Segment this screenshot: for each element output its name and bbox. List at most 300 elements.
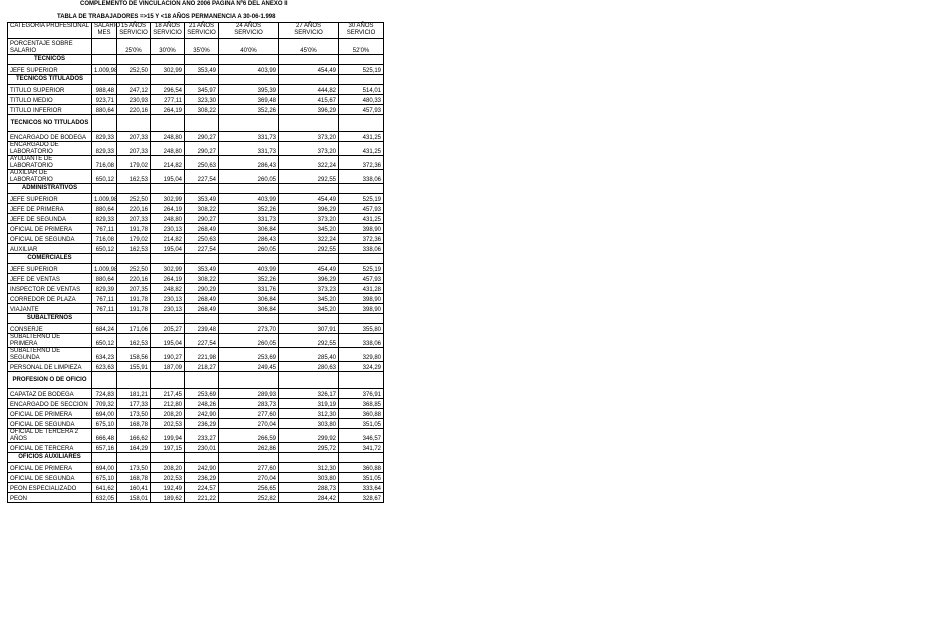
amount-cell: 331,76 bbox=[219, 284, 279, 294]
amount-cell: 396,29 bbox=[279, 105, 339, 115]
amount-cell: 675,10 bbox=[92, 473, 117, 483]
amount-cell: 248,80 bbox=[151, 214, 185, 224]
category-cell: SUBALTERNO DE PRIMERA bbox=[8, 334, 92, 348]
amount-cell: 227,54 bbox=[185, 334, 219, 348]
table-row bbox=[8, 389, 384, 399]
table-row bbox=[8, 473, 384, 483]
empty-cell bbox=[151, 75, 185, 85]
amount-cell: 457,93 bbox=[339, 105, 384, 115]
amount-cell: 283,73 bbox=[219, 399, 279, 409]
table-row bbox=[8, 284, 384, 294]
amount-cell: 166,62 bbox=[117, 429, 151, 443]
category-cell: TITULO INFERIOR bbox=[8, 105, 92, 115]
amount-cell: 162,53 bbox=[117, 334, 151, 348]
category-cell: AYUDANTE DE LABORATORIO bbox=[8, 156, 92, 170]
amount-cell: 303,80 bbox=[279, 419, 339, 429]
amount-cell: 160,41 bbox=[117, 483, 151, 493]
amount-cell: 252,50 bbox=[117, 65, 151, 75]
empty-cell bbox=[219, 55, 279, 65]
amount-cell: 360,88 bbox=[339, 409, 384, 419]
amount-cell: 328,67 bbox=[339, 493, 384, 503]
empty-cell bbox=[219, 453, 279, 463]
table-row bbox=[8, 334, 384, 348]
amount-cell: 716,08 bbox=[92, 156, 117, 170]
empty-cell bbox=[151, 372, 185, 389]
amount-cell: 227,54 bbox=[185, 170, 219, 184]
amount-cell: 1.009,98 bbox=[92, 194, 117, 204]
amount-cell: 220,16 bbox=[117, 274, 151, 284]
percent-cell: 45'0% bbox=[279, 39, 339, 55]
section-row bbox=[8, 75, 384, 85]
amount-cell: 634,23 bbox=[92, 348, 117, 362]
amount-cell: 248,82 bbox=[151, 284, 185, 294]
empty-cell bbox=[151, 184, 185, 194]
amount-cell: 252,50 bbox=[117, 264, 151, 274]
amount-cell: 709,32 bbox=[92, 399, 117, 409]
amount-cell: 398,90 bbox=[339, 294, 384, 304]
amount-cell: 396,29 bbox=[279, 274, 339, 284]
amount-cell: 302,99 bbox=[151, 194, 185, 204]
amount-cell: 306,84 bbox=[219, 294, 279, 304]
table-row bbox=[8, 85, 384, 95]
amount-cell: 290,27 bbox=[185, 132, 219, 142]
table-row bbox=[8, 274, 384, 284]
amount-cell: 268,49 bbox=[185, 304, 219, 314]
empty-cell bbox=[279, 453, 339, 463]
empty-cell bbox=[151, 453, 185, 463]
section-title: COMERCIALES bbox=[8, 254, 92, 264]
amount-cell: 372,36 bbox=[339, 234, 384, 244]
amount-cell: 290,29 bbox=[185, 284, 219, 294]
amount-cell: 173,50 bbox=[117, 409, 151, 419]
header-cell: 27 AÑOS SERVICIO bbox=[279, 23, 339, 39]
table-row bbox=[8, 294, 384, 304]
category-cell: OFICIAL DE PRIMERA bbox=[8, 224, 92, 234]
amount-cell: 247,12 bbox=[117, 85, 151, 95]
section-row bbox=[8, 372, 384, 389]
table-row bbox=[8, 234, 384, 244]
amount-cell: 202,53 bbox=[151, 473, 185, 483]
table-row bbox=[8, 324, 384, 334]
empty-cell bbox=[185, 55, 219, 65]
empty-cell bbox=[185, 115, 219, 132]
amount-cell: 289,93 bbox=[219, 389, 279, 399]
amount-cell: 312,30 bbox=[279, 463, 339, 473]
amount-cell: 207,33 bbox=[117, 132, 151, 142]
empty-cell bbox=[219, 314, 279, 324]
percent-cell: 35'0% bbox=[185, 39, 219, 55]
amount-cell: 346,57 bbox=[339, 429, 384, 443]
empty-cell bbox=[339, 75, 384, 85]
section-title: PROFESION O DE OFICIO bbox=[8, 372, 92, 389]
table-body bbox=[8, 55, 384, 503]
empty-cell bbox=[92, 314, 117, 324]
amount-cell: 302,99 bbox=[151, 264, 185, 274]
table-row bbox=[8, 142, 384, 156]
amount-cell: 368,85 bbox=[339, 399, 384, 409]
empty-cell bbox=[279, 372, 339, 389]
amount-cell: 829,33 bbox=[92, 214, 117, 224]
amount-cell: 286,43 bbox=[219, 156, 279, 170]
table-row bbox=[8, 304, 384, 314]
amount-cell: 286,43 bbox=[219, 234, 279, 244]
section-title: OFICIOS AUXILIARES bbox=[8, 453, 92, 463]
amount-cell: 345,20 bbox=[279, 294, 339, 304]
category-cell: ENCARGADO DE SECCION bbox=[8, 399, 92, 409]
amount-cell: 457,93 bbox=[339, 274, 384, 284]
table-row bbox=[8, 170, 384, 184]
amount-cell: 829,39 bbox=[92, 284, 117, 294]
amount-cell: 224,57 bbox=[185, 483, 219, 493]
empty-cell bbox=[279, 55, 339, 65]
empty-cell bbox=[279, 184, 339, 194]
amount-cell: 290,27 bbox=[185, 214, 219, 224]
amount-cell: 277,11 bbox=[151, 95, 185, 105]
amount-cell: 230,13 bbox=[151, 224, 185, 234]
amount-cell: 338,06 bbox=[339, 170, 384, 184]
category-cell: CONSERJE bbox=[8, 324, 92, 334]
amount-cell: 431,25 bbox=[339, 142, 384, 156]
percent-cell bbox=[92, 39, 117, 55]
category-cell: ENCARGADO DE LABORATORIO bbox=[8, 142, 92, 156]
table-row bbox=[8, 132, 384, 142]
amount-cell: 158,01 bbox=[117, 493, 151, 503]
section-row bbox=[8, 184, 384, 194]
amount-cell: 403,99 bbox=[219, 65, 279, 75]
amount-cell: 256,65 bbox=[219, 483, 279, 493]
amount-cell: 373,20 bbox=[279, 132, 339, 142]
document-title: COMPLEMENTO DE VINCULACION AÑO 2006 PAGINA Nº6 DEL ANEXO II bbox=[80, 1, 288, 7]
amount-cell: 398,90 bbox=[339, 304, 384, 314]
empty-cell bbox=[117, 55, 151, 65]
table-row bbox=[8, 463, 384, 473]
amount-cell: 195,04 bbox=[151, 334, 185, 348]
amount-cell: 230,13 bbox=[151, 304, 185, 314]
amount-cell: 187,09 bbox=[151, 362, 185, 372]
category-cell: INSPECTOR DE VENTAS bbox=[8, 284, 92, 294]
amount-cell: 525,19 bbox=[339, 65, 384, 75]
amount-cell: 285,40 bbox=[279, 348, 339, 362]
amount-cell: 264,19 bbox=[151, 204, 185, 214]
amount-cell: 250,63 bbox=[185, 156, 219, 170]
empty-cell bbox=[92, 372, 117, 389]
amount-cell: 221,22 bbox=[185, 493, 219, 503]
amount-cell: 331,73 bbox=[219, 214, 279, 224]
amount-cell: 353,49 bbox=[185, 65, 219, 75]
header-cell: 30 AÑOS SERVICIO bbox=[339, 23, 384, 39]
amount-cell: 217,45 bbox=[151, 389, 185, 399]
amount-cell: 395,39 bbox=[219, 85, 279, 95]
amount-cell: 312,30 bbox=[279, 409, 339, 419]
percent-label: PORCENTAJE SOBRE SALARIO bbox=[8, 39, 92, 55]
empty-cell bbox=[117, 184, 151, 194]
table-row bbox=[8, 224, 384, 234]
amount-cell: 264,19 bbox=[151, 105, 185, 115]
empty-cell bbox=[151, 314, 185, 324]
amount-cell: 345,20 bbox=[279, 304, 339, 314]
amount-cell: 284,42 bbox=[279, 493, 339, 503]
header-cell: 24 AÑOS SERVICIO bbox=[219, 23, 279, 39]
amount-cell: 376,91 bbox=[339, 389, 384, 399]
category-cell: JEFE SUPERIOR bbox=[8, 264, 92, 274]
amount-cell: 322,24 bbox=[279, 156, 339, 170]
table-row bbox=[8, 194, 384, 204]
section-row bbox=[8, 453, 384, 463]
empty-cell bbox=[117, 115, 151, 132]
amount-cell: 341,72 bbox=[339, 443, 384, 453]
amount-cell: 302,99 bbox=[151, 65, 185, 75]
amount-cell: 230,93 bbox=[117, 95, 151, 105]
amount-cell: 353,49 bbox=[185, 264, 219, 274]
amount-cell: 369,48 bbox=[219, 95, 279, 105]
amount-cell: 173,50 bbox=[117, 463, 151, 473]
amount-cell: 252,50 bbox=[117, 194, 151, 204]
amount-cell: 767,11 bbox=[92, 294, 117, 304]
amount-cell: 694,00 bbox=[92, 463, 117, 473]
amount-cell: 277,60 bbox=[219, 409, 279, 419]
amount-cell: 454,49 bbox=[279, 194, 339, 204]
amount-cell: 164,29 bbox=[117, 443, 151, 453]
section-title: TECNICOS TITULADOS bbox=[8, 75, 92, 85]
amount-cell: 242,90 bbox=[185, 463, 219, 473]
amount-cell: 880,64 bbox=[92, 105, 117, 115]
empty-cell bbox=[185, 254, 219, 264]
empty-cell bbox=[151, 55, 185, 65]
amount-cell: 307,91 bbox=[279, 324, 339, 334]
category-cell: OFICIAL DE PRIMERA bbox=[8, 409, 92, 419]
amount-cell: 189,62 bbox=[151, 493, 185, 503]
amount-cell: 248,80 bbox=[151, 142, 185, 156]
empty-cell bbox=[185, 314, 219, 324]
empty-cell bbox=[219, 115, 279, 132]
amount-cell: 181,21 bbox=[117, 389, 151, 399]
amount-cell: 373,23 bbox=[279, 284, 339, 294]
section-title: TECNICOS NO TITULADOS bbox=[8, 115, 92, 132]
empty-cell bbox=[279, 314, 339, 324]
header-cell: CATEGORIA PROFESIONAL bbox=[8, 23, 92, 39]
amount-cell: 650,12 bbox=[92, 244, 117, 254]
amount-cell: 270,04 bbox=[219, 473, 279, 483]
amount-cell: 372,36 bbox=[339, 156, 384, 170]
amount-cell: 273,70 bbox=[219, 324, 279, 334]
amount-cell: 202,53 bbox=[151, 419, 185, 429]
amount-cell: 431,28 bbox=[339, 284, 384, 294]
header-cell: 15 AÑOS SERVICIO bbox=[117, 23, 151, 39]
amount-cell: 333,64 bbox=[339, 483, 384, 493]
percent-cell: 52'0% bbox=[339, 39, 384, 55]
empty-cell bbox=[92, 184, 117, 194]
amount-cell: 514,01 bbox=[339, 85, 384, 95]
empty-cell bbox=[117, 254, 151, 264]
amount-cell: 260,05 bbox=[219, 170, 279, 184]
empty-cell bbox=[92, 453, 117, 463]
category-cell: AUXILIAR DE LABORATORIO bbox=[8, 170, 92, 184]
table-row bbox=[8, 362, 384, 372]
amount-cell: 207,33 bbox=[117, 214, 151, 224]
amount-cell: 308,22 bbox=[185, 105, 219, 115]
amount-cell: 227,54 bbox=[185, 244, 219, 254]
amount-cell: 650,12 bbox=[92, 334, 117, 348]
amount-cell: 684,24 bbox=[92, 324, 117, 334]
amount-cell: 324,29 bbox=[339, 362, 384, 372]
header-cell: SALARIO MES bbox=[92, 23, 117, 39]
amount-cell: 431,25 bbox=[339, 132, 384, 142]
amount-cell: 242,90 bbox=[185, 409, 219, 419]
table-row bbox=[8, 409, 384, 419]
amount-cell: 767,11 bbox=[92, 224, 117, 234]
amount-cell: 208,20 bbox=[151, 409, 185, 419]
amount-cell: 280,63 bbox=[279, 362, 339, 372]
amount-cell: 373,20 bbox=[279, 142, 339, 156]
amount-cell: 236,29 bbox=[185, 419, 219, 429]
amount-cell: 212,80 bbox=[151, 399, 185, 409]
amount-cell: 195,04 bbox=[151, 244, 185, 254]
amount-cell: 197,15 bbox=[151, 443, 185, 453]
amount-cell: 230,01 bbox=[185, 443, 219, 453]
empty-cell bbox=[279, 75, 339, 85]
amount-cell: 641,62 bbox=[92, 483, 117, 493]
amount-cell: 292,55 bbox=[279, 170, 339, 184]
empty-cell bbox=[92, 254, 117, 264]
header-cell: 21 AÑOS SERVICIO bbox=[185, 23, 219, 39]
category-cell: OFICIAL DE SEGUNDA bbox=[8, 419, 92, 429]
amount-cell: 155,91 bbox=[117, 362, 151, 372]
empty-cell bbox=[151, 115, 185, 132]
salary-table bbox=[7, 22, 384, 503]
table-subtitle: TABLA DE TRABAJADORES =>15 Y <18 AÑOS PERMANENCIA A 30-06-1.998 bbox=[57, 14, 276, 20]
amount-cell: 396,29 bbox=[279, 204, 339, 214]
header-cell: 18 AÑOS SERVICIO bbox=[151, 23, 185, 39]
category-cell: JEFE DE SEGUNDA bbox=[8, 214, 92, 224]
category-cell: AUXILIAR bbox=[8, 244, 92, 254]
empty-cell bbox=[339, 184, 384, 194]
category-cell: PEON ESPECIALIZADO bbox=[8, 483, 92, 493]
amount-cell: 191,78 bbox=[117, 224, 151, 234]
category-cell: JEFE DE PRIMERA bbox=[8, 204, 92, 214]
amount-cell: 190,27 bbox=[151, 348, 185, 362]
empty-cell bbox=[117, 372, 151, 389]
amount-cell: 268,49 bbox=[185, 224, 219, 234]
amount-cell: 454,49 bbox=[279, 264, 339, 274]
table-row bbox=[8, 214, 384, 224]
amount-cell: 236,29 bbox=[185, 473, 219, 483]
amount-cell: 724,83 bbox=[92, 389, 117, 399]
amount-cell: 299,92 bbox=[279, 429, 339, 443]
amount-cell: 351,05 bbox=[339, 473, 384, 483]
amount-cell: 221,98 bbox=[185, 348, 219, 362]
amount-cell: 177,33 bbox=[117, 399, 151, 409]
amount-cell: 214,82 bbox=[151, 234, 185, 244]
amount-cell: 373,20 bbox=[279, 214, 339, 224]
empty-cell bbox=[185, 75, 219, 85]
amount-cell: 253,69 bbox=[185, 389, 219, 399]
category-cell: VIAJANTE bbox=[8, 304, 92, 314]
amount-cell: 288,73 bbox=[279, 483, 339, 493]
category-cell: TITULO MEDIO bbox=[8, 95, 92, 105]
amount-cell: 351,05 bbox=[339, 419, 384, 429]
amount-cell: 248,26 bbox=[185, 399, 219, 409]
category-cell: OFICIAL DE PRIMERA bbox=[8, 463, 92, 473]
amount-cell: 207,33 bbox=[117, 142, 151, 156]
amount-cell: 352,26 bbox=[219, 274, 279, 284]
amount-cell: 355,80 bbox=[339, 324, 384, 334]
amount-cell: 988,48 bbox=[92, 85, 117, 95]
amount-cell: 239,48 bbox=[185, 324, 219, 334]
amount-cell: 353,49 bbox=[185, 194, 219, 204]
percent-cell: 30'0% bbox=[151, 39, 185, 55]
category-cell: JEFE SUPERIOR bbox=[8, 65, 92, 75]
amount-cell: 233,27 bbox=[185, 429, 219, 443]
amount-cell: 525,19 bbox=[339, 264, 384, 274]
amount-cell: 480,33 bbox=[339, 95, 384, 105]
amount-cell: 295,72 bbox=[279, 443, 339, 453]
empty-cell bbox=[219, 254, 279, 264]
amount-cell: 923,71 bbox=[92, 95, 117, 105]
amount-cell: 205,27 bbox=[151, 324, 185, 334]
section-title: SUBALTERNOS bbox=[8, 314, 92, 324]
amount-cell: 632,05 bbox=[92, 493, 117, 503]
empty-cell bbox=[92, 115, 117, 132]
amount-cell: 277,60 bbox=[219, 463, 279, 473]
amount-cell: 250,63 bbox=[185, 234, 219, 244]
category-cell: CAPATAZ DE BODEGA bbox=[8, 389, 92, 399]
amount-cell: 675,10 bbox=[92, 419, 117, 429]
category-cell: CORREDOR DE PLAZA bbox=[8, 294, 92, 304]
amount-cell: 171,06 bbox=[117, 324, 151, 334]
category-cell: ENCARGADO DE BODEGA bbox=[8, 132, 92, 142]
category-cell: PERSONAL DE LIMPIEZA bbox=[8, 362, 92, 372]
amount-cell: 306,84 bbox=[219, 224, 279, 234]
table-row bbox=[8, 483, 384, 493]
amount-cell: 218,27 bbox=[185, 362, 219, 372]
amount-cell: 829,33 bbox=[92, 142, 117, 156]
amount-cell: 352,26 bbox=[219, 105, 279, 115]
amount-cell: 168,78 bbox=[117, 473, 151, 483]
amount-cell: 767,11 bbox=[92, 304, 117, 314]
amount-cell: 292,55 bbox=[279, 244, 339, 254]
empty-cell bbox=[219, 75, 279, 85]
amount-cell: 308,22 bbox=[185, 274, 219, 284]
amount-cell: 338,06 bbox=[339, 334, 384, 348]
category-cell: JEFE DE VENTAS bbox=[8, 274, 92, 284]
amount-cell: 220,16 bbox=[117, 105, 151, 115]
section-row bbox=[8, 55, 384, 65]
amount-cell: 431,25 bbox=[339, 214, 384, 224]
amount-cell: 308,22 bbox=[185, 204, 219, 214]
amount-cell: 657,16 bbox=[92, 443, 117, 453]
amount-cell: 329,80 bbox=[339, 348, 384, 362]
amount-cell: 323,30 bbox=[185, 95, 219, 105]
table-row bbox=[8, 348, 384, 362]
table-row bbox=[8, 429, 384, 443]
table-row bbox=[8, 65, 384, 75]
empty-cell bbox=[279, 115, 339, 132]
category-cell: PEON bbox=[8, 493, 92, 503]
amount-cell: 331,73 bbox=[219, 132, 279, 142]
amount-cell: 457,93 bbox=[339, 204, 384, 214]
amount-cell: 352,26 bbox=[219, 204, 279, 214]
amount-cell: 338,06 bbox=[339, 244, 384, 254]
amount-cell: 1.009,98 bbox=[92, 65, 117, 75]
empty-cell bbox=[117, 314, 151, 324]
table-row bbox=[8, 156, 384, 170]
amount-cell: 322,24 bbox=[279, 234, 339, 244]
empty-cell bbox=[219, 372, 279, 389]
amount-cell: 326,17 bbox=[279, 389, 339, 399]
empty-cell bbox=[219, 184, 279, 194]
amount-cell: 345,97 bbox=[185, 85, 219, 95]
amount-cell: 249,45 bbox=[219, 362, 279, 372]
